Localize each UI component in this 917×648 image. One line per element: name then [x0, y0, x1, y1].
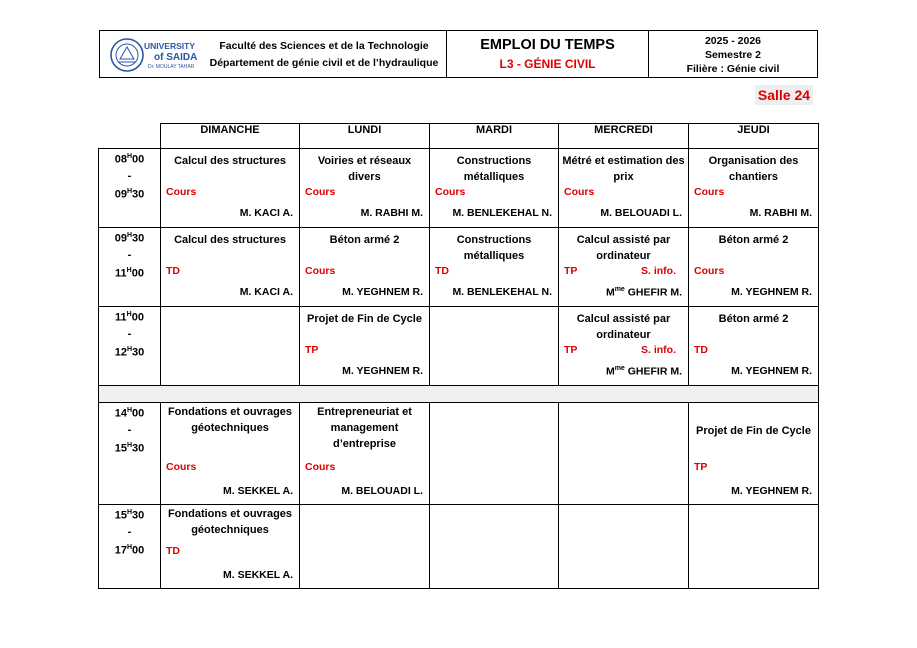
- session-type: Cours: [305, 186, 336, 198]
- session-content: [689, 403, 818, 504]
- session-type: Cours: [694, 186, 725, 198]
- session-teacher: M. BENLEKEHAL N.: [452, 286, 552, 298]
- session-subject: Constructions métalliques: [456, 155, 532, 183]
- time-slot: [99, 149, 161, 228]
- time-h-mark: H: [126, 187, 133, 195]
- session-cell: [559, 149, 689, 228]
- session-subject: Organisation des chantiers: [708, 155, 799, 183]
- slot-start-time: $08^H00$: [114, 153, 145, 166]
- filiere: Filière : Génie civil: [686, 63, 780, 75]
- session-teacher: M. YEGHNEM R.: [731, 485, 812, 497]
- session-teacher: M. YEGHNEM R.: [731, 365, 812, 377]
- session-content: [161, 149, 299, 227]
- document-subtitle: L3 - GÉNIE CIVIL: [499, 57, 596, 71]
- table-row: [99, 307, 819, 386]
- slot-time-separator: -: [127, 525, 132, 538]
- day-header-jeudi: JEUDI: [689, 124, 819, 149]
- session-subject: Béton armé 2: [718, 313, 789, 325]
- session-type: Cours: [166, 186, 197, 198]
- document-title: EMPLOI DU TEMPS: [480, 37, 615, 53]
- session-content: [161, 228, 299, 306]
- session-subject: Calcul des structures: [174, 155, 286, 167]
- session-subject: Calcul des structures: [174, 234, 286, 246]
- time-slot: [99, 228, 161, 307]
- university-logo: [108, 35, 206, 75]
- session-type: Cours: [305, 265, 336, 277]
- session-teacher: M. SEKKEL A.: [222, 485, 293, 497]
- time-slot: [99, 505, 161, 589]
- day-header-mardi: MARDI: [430, 124, 559, 149]
- session-content: [300, 149, 429, 227]
- time-h-mark: H: [126, 407, 133, 414]
- session-cell: [689, 403, 819, 505]
- session-cell: [300, 228, 430, 307]
- session-type: TP: [564, 344, 578, 356]
- session-subject: Fondations et ouvrages géotechniques: [167, 508, 293, 536]
- session-teacher: M. SEKKEL A.: [222, 569, 293, 581]
- slot-start-time: $09^H30$: [114, 232, 145, 245]
- session-subject: Béton armé 2: [718, 234, 789, 246]
- session-type: Cours: [564, 186, 595, 198]
- period-cell: [649, 31, 817, 77]
- svg-text:UNIVERSITY: UNIVERSITY: [144, 41, 196, 51]
- session-teacher: M. YEGHNEM R.: [731, 286, 812, 298]
- session-subject: Entrepreneuriat et management d’entreprise: [317, 406, 412, 450]
- faculty-name: Faculté des Sciences et de la Technologie: [219, 40, 429, 52]
- session-type: TP: [564, 265, 578, 277]
- session-cell: [559, 505, 689, 589]
- slot-end-time: $11^H00$: [115, 266, 144, 280]
- session-subject: Béton armé 2: [329, 234, 400, 246]
- session-cell: [559, 228, 689, 307]
- session-content: [430, 228, 558, 306]
- slot-end-time: $09^H30$: [114, 187, 145, 201]
- session-subject: Projet de Fin de Cycle: [307, 313, 422, 325]
- slot-start-time: $14^H00$: [114, 407, 145, 420]
- session-subject: Fondations et ouvrages géotechniques: [167, 406, 293, 434]
- time-h-mark: H: [126, 311, 132, 318]
- table-row: [99, 403, 819, 505]
- session-room: S. info.: [641, 265, 676, 277]
- session-teacher: M. BENLEKEHAL N.: [452, 207, 552, 219]
- session-cell: [161, 228, 300, 307]
- department-name: Département de génie civil et de l’hydraulique: [209, 57, 439, 69]
- day-header-lundi: LUNDI: [300, 124, 430, 149]
- session-subject: Projet de Fin de Cycle: [696, 425, 811, 437]
- session-type: Cours: [166, 461, 197, 473]
- session-content: [559, 149, 688, 227]
- institution-cell: [100, 31, 447, 77]
- session-teacher: M. RABHI M.: [360, 207, 423, 219]
- session-content: [430, 149, 558, 227]
- session-type: TP: [694, 461, 708, 473]
- session-teacher: M. YEGHNEM R.: [342, 365, 423, 377]
- session-cell: [161, 505, 300, 589]
- table-corner: [99, 124, 161, 149]
- time-h-mark: H: [126, 441, 133, 449]
- session-cell: [430, 307, 559, 386]
- session-teacher: M. KACI A.: [239, 207, 293, 219]
- teacher-title-sup: me: [614, 286, 625, 293]
- session-teacher: M. BELOUADI L.: [341, 485, 423, 497]
- session-subject: Constructions métalliques: [456, 234, 532, 262]
- session-type: TD: [166, 545, 180, 557]
- session-type: TD: [435, 265, 449, 277]
- session-cell: [559, 307, 689, 386]
- time-h-mark: H: [126, 509, 133, 516]
- session-cell: [300, 149, 430, 228]
- session-cell: [300, 505, 430, 589]
- session-cell: [689, 228, 819, 307]
- svg-text:of SAIDA: of SAIDA: [154, 52, 198, 63]
- session-content: [300, 307, 429, 385]
- slot-time-separator: -: [127, 327, 132, 340]
- document-header: [99, 30, 818, 78]
- session-cell: [689, 307, 819, 386]
- session-subject: Calcul assisté par ordinateur: [576, 234, 671, 262]
- session-type: TD: [166, 265, 180, 277]
- session-content: [689, 149, 818, 227]
- session-teacher: M. YEGHNEM R.: [342, 286, 423, 298]
- session-cell: [430, 149, 559, 228]
- timetable: [98, 123, 819, 589]
- time-slot: [99, 307, 161, 386]
- session-cell: [430, 228, 559, 307]
- session-cell: [300, 403, 430, 505]
- session-teacher: M. BELOUADI L.: [600, 207, 682, 219]
- session-subject: Voiries et réseaux divers: [317, 155, 412, 183]
- session-cell: [689, 149, 819, 228]
- title-cell: [447, 31, 649, 77]
- academic-year: 2025 - 2026: [704, 35, 762, 47]
- session-content: [161, 403, 299, 504]
- table-row: [99, 149, 819, 228]
- svg-text:Dr. MOULAY TAHAR: Dr. MOULAY TAHAR: [148, 64, 195, 70]
- time-h-mark: H: [126, 232, 133, 239]
- session-content: [559, 307, 688, 385]
- session-type: Cours: [435, 186, 466, 198]
- session-type: Cours: [305, 461, 336, 473]
- session-teacher: M. RABHI M.: [749, 207, 812, 219]
- session-content: [161, 505, 299, 588]
- time-h-mark: H: [126, 153, 133, 160]
- slot-time-separator: -: [127, 169, 132, 182]
- session-teacher: M. KACI A.: [239, 286, 293, 298]
- session-cell: [161, 307, 300, 386]
- session-cell: [430, 505, 559, 589]
- table-row: [99, 505, 819, 589]
- room-label: Salle 24: [755, 85, 813, 105]
- session-cell: [689, 505, 819, 589]
- day-header-dimanche: DIMANCHE: [161, 124, 300, 149]
- slot-end-time: $12^H30$: [114, 345, 145, 359]
- session-room: S. info.: [641, 344, 676, 356]
- slot-start-time: $15^H30$: [114, 509, 145, 522]
- time-h-mark: H: [126, 543, 133, 551]
- session-cell: [559, 403, 689, 505]
- teacher-title-sup: me: [614, 365, 625, 372]
- semester: Semestre 2: [704, 49, 762, 61]
- slot-end-time: $15^H30$: [114, 441, 145, 455]
- time-slot: [99, 403, 161, 505]
- break-separator: [99, 386, 819, 403]
- session-cell: [430, 403, 559, 505]
- session-teacher: $M^{me}$ GHEFIR M.: [605, 365, 682, 378]
- session-type: TD: [694, 344, 708, 356]
- session-content: [559, 228, 688, 306]
- day-header-mercredi: MERCREDI: [559, 124, 689, 149]
- lunch-break-row: [99, 386, 819, 403]
- slot-start-time: $11^H00$: [115, 311, 144, 324]
- session-content: [300, 403, 429, 504]
- session-teacher: $M^{me}$ GHEFIR M.: [605, 286, 682, 299]
- slot-time-separator: -: [127, 423, 132, 436]
- session-subject: Métré et estimation des prix: [562, 155, 685, 183]
- session-cell: [161, 149, 300, 228]
- session-cell: [300, 307, 430, 386]
- session-content: [300, 228, 429, 306]
- slot-end-time: $17^H00$: [114, 543, 145, 557]
- slot-time-separator: -: [127, 248, 132, 261]
- time-h-mark: H: [126, 345, 133, 353]
- session-cell: [161, 403, 300, 505]
- table-row: [99, 228, 819, 307]
- session-content: [689, 228, 818, 306]
- session-content: [689, 307, 818, 385]
- session-type: TP: [305, 344, 319, 356]
- time-h-mark: H: [126, 266, 132, 274]
- session-subject: Calcul assisté par ordinateur: [576, 313, 671, 341]
- session-type: Cours: [694, 265, 725, 277]
